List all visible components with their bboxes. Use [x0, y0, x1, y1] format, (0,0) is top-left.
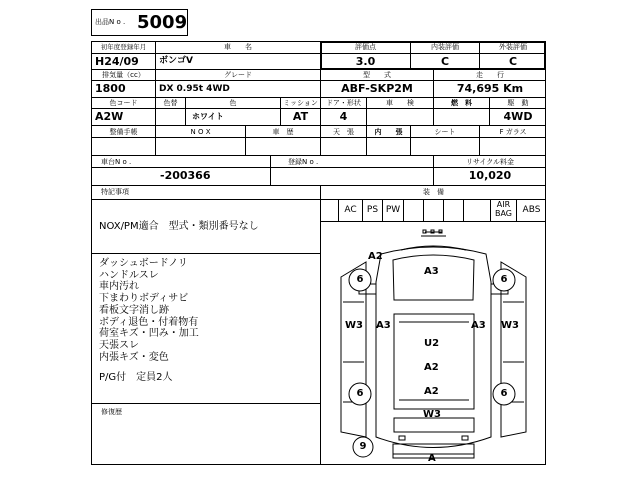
doors-label: ドア・形状	[326, 99, 361, 107]
color-code-value: A2W	[95, 110, 124, 123]
mark-wheel-fr: 6	[500, 274, 508, 285]
equip-pw: PW	[385, 205, 401, 215]
remark-line: 天張スレ	[99, 340, 139, 351]
remarks-top: NOX/PM適合 型式・類別番号なし	[99, 221, 259, 232]
color-label: 色	[229, 99, 237, 107]
drive-value: 4WD	[503, 110, 533, 123]
model-label: 型 式	[363, 71, 391, 79]
mark-front-center: A3	[424, 266, 439, 277]
recycle-label: リサイクル料金	[465, 158, 515, 166]
first-reg-value: H24/09	[95, 55, 139, 68]
color-code-label: 色コード	[109, 99, 138, 107]
doors-value: 4	[339, 110, 348, 123]
fuel-label: 燃 料	[451, 99, 472, 107]
mark-right-a: A3	[471, 320, 486, 331]
reg-no-label: 登録N o .	[288, 158, 319, 166]
mark-left-w: W3	[345, 320, 363, 331]
history-label: 車 歴	[272, 128, 294, 136]
interior-label: 内 張	[374, 128, 403, 136]
displacement-label: 排気量（cc）	[102, 71, 145, 79]
mark-rear-w: W3	[423, 409, 441, 420]
equip-airbag: AIR BAG	[494, 200, 513, 218]
mileage-value: 74,695 Km	[456, 82, 524, 95]
mark-wheel-fl: 6	[356, 274, 364, 285]
mark-left-a: A3	[376, 320, 391, 331]
grade-value: DX 0.95t 4WD	[159, 84, 230, 94]
fglass-label: F ガラス	[499, 128, 527, 136]
mark-center-1: A2	[424, 362, 439, 373]
lot-number-label: 出品N o .	[95, 18, 126, 26]
car-name-value: ボンゴV	[159, 56, 193, 66]
equip-ac: AC	[344, 205, 357, 215]
mark-wheel-rr: 6	[500, 388, 508, 399]
repair-label: 修復歴	[101, 408, 122, 416]
remark-line: 荷室キズ・凹み・加工	[99, 328, 199, 339]
interior-score-label: 内装評価	[431, 43, 459, 51]
remark-line: ボディ退色・付着物有	[99, 317, 199, 328]
remark-line: 下まわりボディサビ	[99, 293, 189, 304]
transmission-value: AT	[292, 110, 309, 123]
recycle-value: 10,020	[468, 169, 512, 182]
interior-score-value: C	[440, 55, 450, 68]
color-value: ホワイト	[192, 112, 224, 121]
score-label: 評価点	[355, 43, 376, 51]
equipment-header: 装 備	[423, 188, 444, 196]
displacement-value: 1800	[95, 82, 126, 95]
exterior-score-label: 外装評価	[499, 43, 527, 51]
mark-roof: U2	[424, 338, 440, 349]
remark-line: 車内汚れ	[99, 281, 139, 292]
grade-label: グレード	[224, 71, 252, 79]
model-value: ABF-SKP2M	[341, 82, 413, 95]
car-name-label: 車 名	[224, 43, 252, 51]
first-reg-label: 初年度登録年月	[100, 43, 147, 51]
drive-label: 駆 動	[507, 99, 529, 107]
remark-line: ハンドルスレ	[99, 270, 159, 281]
remarks-bottom: P/G付 定員2人	[99, 372, 173, 383]
equip-abs: ABS	[522, 205, 541, 215]
inspection-label: 車 検	[386, 99, 414, 107]
remark-line: 内張キズ・変色	[99, 352, 169, 363]
remark-line: ダッシュボードノリ	[99, 258, 188, 269]
seat-label: シート	[434, 128, 456, 136]
remarks-header: 特記事項	[101, 188, 129, 196]
color-change-label: 色替	[163, 99, 178, 107]
nox-label: N O X	[190, 128, 211, 136]
remark-line: 看板文字消し跡	[99, 305, 169, 316]
mark-spare: 9	[359, 441, 367, 452]
mark-front-left: A2	[368, 251, 383, 262]
chassis-label: 車台N o .	[101, 158, 132, 166]
lot-number: 5009	[137, 12, 188, 33]
exterior-score-value: C	[508, 55, 518, 68]
score-value: 3.0	[355, 55, 376, 68]
chassis-value: -200366	[160, 169, 211, 182]
sunroof-label: 天 張	[333, 128, 354, 136]
equip-ps: PS	[366, 205, 379, 215]
mark-center-2: A2	[424, 386, 439, 397]
mark-right-w: W3	[501, 320, 519, 331]
mark-wheel-rl: 6	[356, 388, 364, 399]
maintenance-label: 整備手帳	[109, 128, 138, 136]
mark-rear-bottom: A	[428, 453, 436, 464]
transmission-label: ミッション	[283, 99, 318, 107]
mileage-label: 走 行	[476, 71, 504, 79]
